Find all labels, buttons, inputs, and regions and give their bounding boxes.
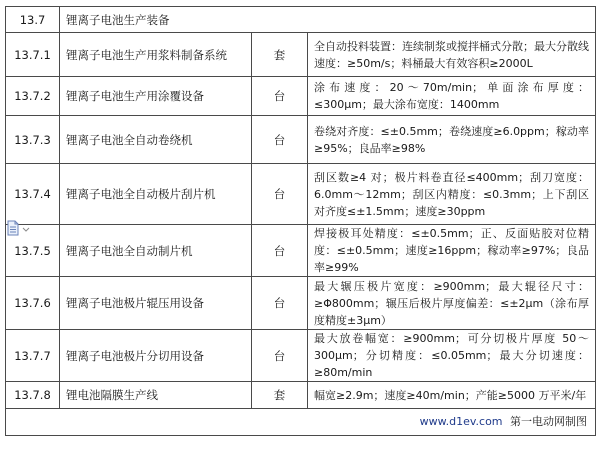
item-unit: 台 xyxy=(252,116,308,164)
item-spec: 焊接极耳处精度：≤±0.5mm；正、反面贴胶对位精度：≤±0.5mm；速度≥16ppm；稼动率≥97%；良品率≥99% xyxy=(308,225,596,277)
table-row xyxy=(6,277,596,330)
section-header-row xyxy=(6,7,596,33)
item-number: 13.7.1 xyxy=(6,33,60,77)
equipment-table xyxy=(5,6,596,436)
table-row xyxy=(6,225,596,277)
section-number: 13.7 xyxy=(6,7,60,33)
item-name: 锂离子电池生产用涂覆设备 xyxy=(60,77,252,116)
item-name: 锂离子电池极片分切用设备 xyxy=(60,330,252,382)
item-spec: 最大辗压极片宽度：≥900mm；最大辊径尺寸：≥Φ800mm；辗压后极片厚度偏差：≤±2μm（涂布厚度精度±3μm） xyxy=(308,277,596,330)
item-number: 13.7.6 xyxy=(6,277,60,330)
footer-caption: 第一电动网制图 xyxy=(510,415,588,428)
item-spec: 幅宽≥2.9m；速度≥40m/min；产能≥5000 万平米/年 xyxy=(308,382,596,409)
item-unit: 台 xyxy=(252,164,308,225)
item-unit: 套 xyxy=(252,382,308,409)
table-row xyxy=(6,77,596,116)
item-spec: 涂布速度：20～70m/min；单面涂布厚度：≤300μm；最大涂布宽度：1400mm xyxy=(308,77,596,116)
document-icon[interactable] xyxy=(6,220,32,236)
table-row xyxy=(6,382,596,409)
item-unit: 台 xyxy=(252,277,308,330)
item-spec: 最大放卷幅宽：≥900mm；可分切极片厚度 50～300μm；分切精度：≤0.05mm；最大分切速度：≥80m/min xyxy=(308,330,596,382)
item-number: 13.7.8 xyxy=(6,382,60,409)
footer-url: www.d1ev.com xyxy=(419,415,503,428)
item-number: 13.7.5 xyxy=(6,225,60,277)
item-name: 锂电池隔膜生产线 xyxy=(60,382,252,409)
table-row xyxy=(6,116,596,164)
item-number: 13.7.3 xyxy=(6,116,60,164)
item-unit: 台 xyxy=(252,77,308,116)
item-name: 锂离子电池极片辊压用设备 xyxy=(60,277,252,330)
spec-sheet xyxy=(5,6,595,436)
item-spec: 全自动投料装置：连续制浆或搅拌桶式分散；最大分散线速度：≥50m/s；料桶最大有效容积≥2000L xyxy=(308,33,596,77)
item-unit: 台 xyxy=(252,330,308,382)
item-name: 锂离子电池全自动极片刮片机 xyxy=(60,164,252,225)
item-unit: 台 xyxy=(252,225,308,277)
item-number: 13.7.7 xyxy=(6,330,60,382)
item-number: 13.7.2 xyxy=(6,77,60,116)
item-spec: 卷绕对齐度：≤±0.5mm；卷绕速度≥6.0ppm；稼动率≥95%；良品率≥98% xyxy=(308,116,596,164)
item-name: 锂离子电池全自动制片机 xyxy=(60,225,252,277)
item-name: 锂离子电池全自动卷绕机 xyxy=(60,116,252,164)
item-unit: 套 xyxy=(252,33,308,77)
footer-row xyxy=(6,409,596,436)
table-row xyxy=(6,330,596,382)
footer-cell xyxy=(6,409,596,436)
item-name: 锂离子电池生产用浆料制备系统 xyxy=(60,33,252,77)
table-row xyxy=(6,164,596,225)
item-spec: 刮区数≥4 对；极片料卷直径≤400mm；刮刀宽度：6.0mm～12mm；刮区内精度：≤0.3mm；上下刮区对齐度≤±1.5mm；速度≥30ppm xyxy=(308,164,596,225)
table-row xyxy=(6,33,596,77)
item-number: 13.7.4 xyxy=(6,164,60,225)
section-title: 锂离子电池生产装备 xyxy=(60,7,596,33)
